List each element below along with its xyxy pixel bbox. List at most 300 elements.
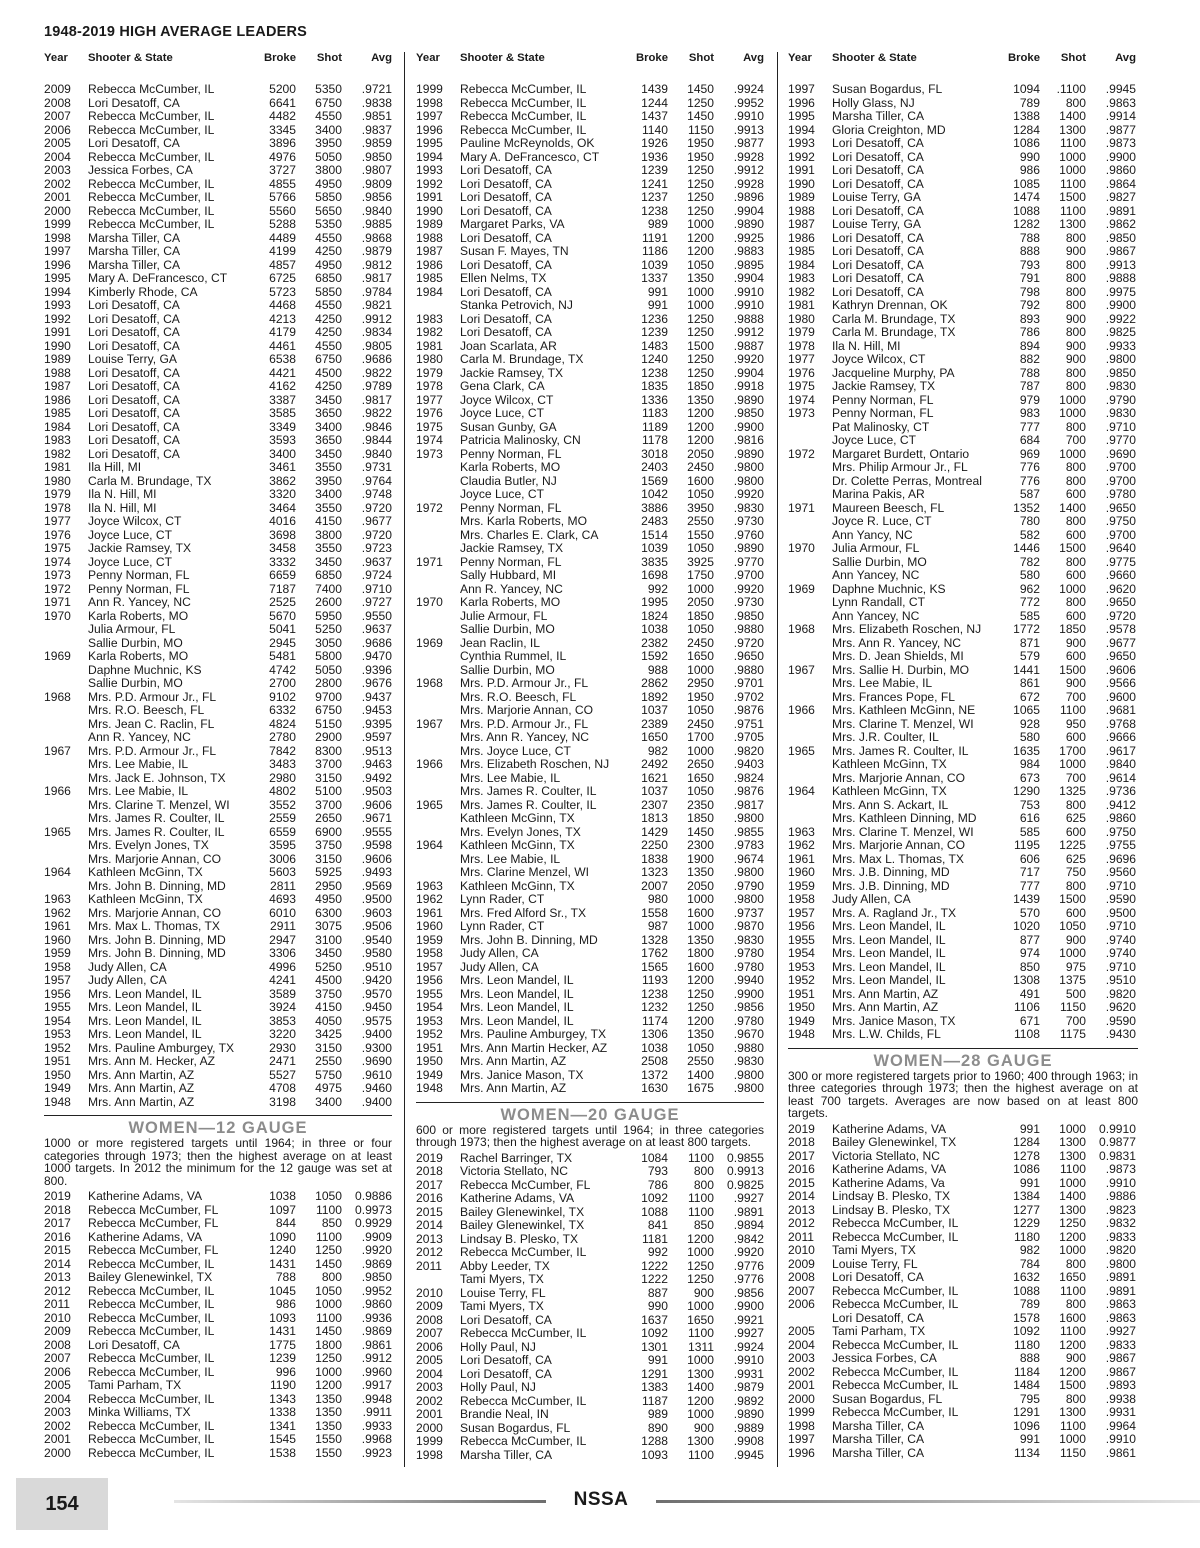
year-cell: 1987 xyxy=(788,217,815,231)
broke-cell: 616 xyxy=(1019,811,1040,825)
year-cell: 2019 xyxy=(44,1189,71,1203)
avg-cell: .9838 xyxy=(361,95,392,110)
avg-cell: .9952 xyxy=(361,1283,392,1298)
broke-cell: 991 xyxy=(1019,1121,1040,1136)
broke-cell: 3593 xyxy=(269,433,296,447)
shot-cell: 1950 xyxy=(687,136,714,150)
shot-cell: 1400 xyxy=(1059,500,1086,515)
table-row xyxy=(416,218,764,232)
shooter-cell: Jacqueline Murphy, PA xyxy=(832,366,955,380)
avg-cell: .9510 xyxy=(361,959,392,974)
broke-cell: 784 xyxy=(1019,1256,1040,1271)
table-row xyxy=(788,502,1138,516)
year-cell: 1991 xyxy=(788,163,815,177)
avg-cell: .9850 xyxy=(733,406,764,420)
avg-cell: .9768 xyxy=(1105,716,1136,731)
avg-cell: .9968 xyxy=(361,1432,392,1446)
broke-cell: 1086 xyxy=(1013,1162,1040,1176)
table-row xyxy=(788,758,1138,772)
shooter-cell: Louise Terry, GA xyxy=(832,191,921,204)
avg-cell: .9674 xyxy=(733,851,764,866)
shooter-cell: Lori Desatoff, CA xyxy=(88,312,180,326)
table-row xyxy=(416,853,764,867)
shooter-cell: Mrs. Lee Mabie, IL xyxy=(88,785,189,798)
broke-cell: 992 xyxy=(647,581,668,596)
year-cell: 2003 xyxy=(788,1351,815,1365)
shooter-cell: Sallie Durbin, MO xyxy=(460,663,555,677)
broke-cell: 5670 xyxy=(269,608,296,623)
shot-cell: 900 xyxy=(1065,244,1086,258)
avg-cell: .9880 xyxy=(733,662,764,677)
avg-cell: .9912 xyxy=(733,163,764,177)
broke-cell: 992 xyxy=(647,1245,668,1259)
shooter-cell: Dr. Colette Perras, Montreal xyxy=(832,474,982,488)
broke-cell: 3320 xyxy=(269,487,296,501)
avg-cell: .9784 xyxy=(361,284,392,299)
year-cell: 1987 xyxy=(44,379,71,393)
table-row xyxy=(788,124,1138,138)
broke-cell: 3483 xyxy=(269,757,296,771)
year-cell: 1978 xyxy=(788,338,815,353)
broke-cell: 1383 xyxy=(641,1380,668,1394)
broke-cell: 570 xyxy=(1019,905,1040,920)
avg-cell: .9910 xyxy=(1105,1175,1136,1190)
shot-cell: 1450 xyxy=(315,1256,342,1271)
year-cell: 1999 xyxy=(416,1434,443,1448)
shot-cell: 1000 xyxy=(687,1245,714,1259)
column-1 xyxy=(44,50,392,1460)
broke-cell: 882 xyxy=(1019,352,1040,366)
avg-cell: .9570 xyxy=(361,986,392,1001)
table-row xyxy=(788,1244,1138,1258)
broke-cell: 579 xyxy=(1019,649,1040,663)
year-cell: 1983 xyxy=(416,311,443,326)
table-row xyxy=(788,623,1138,637)
year-cell: 2009 xyxy=(44,82,71,96)
avg-cell: .9560 xyxy=(1105,865,1136,879)
broke-cell: 4802 xyxy=(269,784,296,798)
avg-cell: .9500 xyxy=(361,892,392,906)
year-cell: 2011 xyxy=(788,1229,815,1244)
broke-cell: 1088 xyxy=(641,1204,668,1219)
shooter-cell: Cynthia Rummel, IL xyxy=(460,650,567,663)
avg-cell: .9780 xyxy=(1105,487,1136,501)
year-cell xyxy=(788,677,832,691)
year-cell xyxy=(416,650,460,664)
table-row xyxy=(788,704,1138,718)
broke-cell: 2947 xyxy=(269,932,296,947)
broke-cell: 1936 xyxy=(641,149,668,164)
shot-cell: 1200 xyxy=(687,419,714,434)
header-gap xyxy=(788,66,1138,83)
avg-cell: .9964 xyxy=(1105,1418,1136,1433)
shot-cell: 1400 xyxy=(1059,109,1086,123)
broke-cell: 1630 xyxy=(641,1081,668,1095)
broke-cell: 776 xyxy=(1019,473,1040,488)
table-row xyxy=(416,529,764,543)
avg-cell: .9606 xyxy=(361,797,392,812)
shot-cell: 800 xyxy=(1065,878,1086,893)
shooter-cell: Joan Scarlata, AR xyxy=(460,339,557,353)
table-row xyxy=(44,97,392,111)
broke-cell: 990 xyxy=(647,1299,668,1313)
shot-cell: 625 xyxy=(1065,851,1086,866)
table-row xyxy=(416,731,764,745)
shooter-cell: Penny Norman, FL xyxy=(832,407,934,420)
shot-cell: 1250 xyxy=(687,95,714,110)
broke-cell: 1441 xyxy=(1013,662,1040,677)
broke-cell: 1174 xyxy=(641,1013,668,1028)
table-row xyxy=(416,623,764,637)
shot-cell: 3550 xyxy=(315,541,342,555)
avg-cell: .9721 xyxy=(361,82,392,96)
shooter-cell: Mrs. Pauline Amburgey, TX xyxy=(88,1041,235,1055)
shot-cell: 1050 xyxy=(687,257,714,272)
table-row xyxy=(788,151,1138,165)
shot-cell: 800 xyxy=(1065,1297,1086,1311)
year-cell: 2008 xyxy=(788,1270,815,1284)
avg-cell: .9740 xyxy=(1105,946,1136,960)
shooter-cell: Lori Desatoff, CA xyxy=(88,393,180,407)
shot-cell: 3400 xyxy=(315,1094,342,1109)
shot-cell: 2350 xyxy=(687,797,714,812)
table-row xyxy=(788,1231,1138,1245)
shooter-cell: Lori Desatoff, CA xyxy=(88,420,180,434)
broke-cell: 4016 xyxy=(269,514,296,528)
shooter-cell: Marsha Tiller, CA xyxy=(832,1419,925,1433)
shooter-cell: Gena Clark, CA xyxy=(460,380,545,393)
broke-cell: 982 xyxy=(1019,1243,1040,1257)
table-row xyxy=(416,947,764,961)
broke-cell: 1181 xyxy=(641,1231,668,1246)
avg-cell: .9710 xyxy=(1105,959,1136,974)
year-cell: 1973 xyxy=(788,406,815,420)
shooter-cell: Rebecca McCumber, IL xyxy=(460,1327,587,1340)
table-row xyxy=(416,691,764,705)
shot-cell: 1200 xyxy=(1059,1364,1086,1379)
broke-cell: 1038 xyxy=(641,1040,668,1055)
table-row xyxy=(416,97,764,111)
avg-cell: .9820 xyxy=(1105,986,1136,1001)
table-row xyxy=(788,326,1138,340)
shooter-cell: Mrs. Kathleen Dinning, MD xyxy=(832,812,977,825)
year-cell xyxy=(416,731,460,745)
avg-cell: .9933 xyxy=(1105,338,1136,353)
table-row xyxy=(416,1165,764,1179)
table-row xyxy=(416,1001,764,1015)
year-cell: 1966 xyxy=(416,757,443,771)
shot-cell: 1050 xyxy=(687,541,714,555)
table-row xyxy=(44,164,392,178)
shooter-cell: Joyce Wilcox, CT xyxy=(88,515,182,528)
shooter-cell: Mrs. Marjorie Annan, CO xyxy=(88,852,222,866)
year-cell: 1958 xyxy=(788,892,815,906)
avg-cell: .9430 xyxy=(1105,1027,1136,1041)
avg-cell: .9933 xyxy=(361,1418,392,1433)
shooter-cell: Ann Yancy, NC xyxy=(832,528,913,542)
table-row xyxy=(44,1298,392,1312)
broke-cell: 986 xyxy=(275,1297,296,1311)
shooter-cell: Penny Norman, FL xyxy=(460,555,562,569)
shooter-cell: Lori Desatoff, CA xyxy=(460,191,552,204)
broke-cell: 1650 xyxy=(641,730,668,744)
table-row xyxy=(44,758,392,772)
shot-cell: 1050 xyxy=(315,1283,342,1298)
year-cell xyxy=(416,1273,460,1287)
shooter-cell: Rebecca McCumber, IL xyxy=(88,1433,215,1446)
table-row xyxy=(788,542,1138,556)
table-row xyxy=(788,97,1138,111)
broke-cell: 6641 xyxy=(269,95,296,110)
year-cell: 1957 xyxy=(44,973,71,987)
shot-cell: 2900 xyxy=(315,730,342,744)
broke-cell: 1338 xyxy=(269,1405,296,1419)
shooter-cell: Mrs. J.R. Coulter, IL xyxy=(832,731,939,744)
year-cell: 1948 xyxy=(788,1027,815,1041)
broke-cell: 1039 xyxy=(641,257,668,272)
shot-cell: 1150 xyxy=(687,122,714,137)
year-cell: 1989 xyxy=(416,217,443,231)
year-cell: 1992 xyxy=(44,311,71,326)
shooter-cell: Lori Desatoff, CA xyxy=(832,258,924,272)
shot-cell: 1100 xyxy=(687,1150,714,1165)
shot-cell: 8300 xyxy=(315,743,342,758)
shot-cell: 2050 xyxy=(687,878,714,893)
shot-cell: 800 xyxy=(693,1164,714,1178)
table-row xyxy=(416,839,764,853)
avg-cell: .9500 xyxy=(1105,905,1136,920)
shooter-cell: Mrs. P.D. Armour Jr., FL xyxy=(460,717,589,731)
avg-cell: .9842 xyxy=(733,1231,764,1246)
year-cell: 1978 xyxy=(44,500,71,515)
year-cell xyxy=(788,529,832,543)
avg-cell: .9700 xyxy=(733,568,764,582)
shooter-cell: Rebecca McCumber, IL xyxy=(832,1217,959,1230)
avg-cell: .9720 xyxy=(361,500,392,515)
shooter-cell: Jackie Ramsey, TX xyxy=(460,366,564,380)
avg-cell: .9890 xyxy=(733,541,764,555)
shot-cell: 1100 xyxy=(1059,1324,1086,1338)
broke-cell: 3727 xyxy=(269,163,296,177)
table-row xyxy=(44,502,392,516)
avg-cell: .9909 xyxy=(361,1229,392,1244)
year-cell: 1962 xyxy=(44,905,71,920)
year-cell: 1977 xyxy=(788,352,815,366)
shot-cell: 1100 xyxy=(687,1204,714,1219)
avg-cell: .9840 xyxy=(361,446,392,461)
shot-cell: 1250 xyxy=(1059,1216,1086,1230)
shooter-cell: Mrs. Jean C. Raclin, FL xyxy=(88,717,215,731)
table-row xyxy=(416,1287,764,1301)
year-cell: 1977 xyxy=(44,514,71,528)
shooter-cell: Rebecca McCumber, IL xyxy=(88,83,215,96)
table-row xyxy=(44,272,392,286)
shot-cell: 1225 xyxy=(1059,838,1086,852)
shot-cell: 1250 xyxy=(687,352,714,366)
avg-cell: .9863 xyxy=(1105,1310,1136,1325)
avg-cell: .9807 xyxy=(361,163,392,177)
year-cell xyxy=(788,515,832,529)
shooter-cell: Mrs. Ann Martin, AZ xyxy=(88,1082,195,1095)
table-row xyxy=(788,947,1138,961)
page-number: 154 xyxy=(16,1478,108,1530)
broke-cell: 1431 xyxy=(269,1324,296,1338)
shooter-cell: Lori Desatoff, CA xyxy=(460,231,552,245)
table-row xyxy=(44,191,392,205)
shot-cell: 6750 xyxy=(315,95,342,110)
broke-cell: 3886 xyxy=(641,500,668,515)
avg-cell: .9700 xyxy=(1105,527,1136,542)
broke-cell: 2700 xyxy=(269,676,296,690)
broke-cell: 7842 xyxy=(269,743,296,758)
avg-cell: .9840 xyxy=(1105,757,1136,771)
table-row xyxy=(44,1258,392,1272)
shot-cell: 3400 xyxy=(315,487,342,501)
broke-cell: 3589 xyxy=(269,986,296,1001)
table-row xyxy=(44,650,392,664)
avg-cell: .9453 xyxy=(361,703,392,717)
shooter-cell: Mrs. Leon Mandel, IL xyxy=(88,1001,202,1014)
shot-cell: 1200 xyxy=(687,1393,714,1408)
table-row xyxy=(416,475,764,489)
avg-cell: .9861 xyxy=(1105,1445,1136,1460)
broke-cell: 1088 xyxy=(1013,203,1040,218)
shot-cell: 3450 xyxy=(315,446,342,461)
table-row xyxy=(788,974,1138,988)
table-row xyxy=(44,812,392,826)
shooter-cell: Rebecca McCumber, FL xyxy=(88,1203,219,1217)
shooter-cell: Rebecca McCumber, IL xyxy=(460,96,587,110)
shooter-cell: Lynn Randall, CT xyxy=(832,596,925,609)
avg-cell: .9396 xyxy=(361,662,392,677)
broke-cell: 792 xyxy=(1019,298,1040,312)
year-cell: 1981 xyxy=(788,298,815,312)
avg-cell: .9710 xyxy=(1105,878,1136,893)
year-cell: 2010 xyxy=(788,1243,815,1257)
broke-cell: 1698 xyxy=(641,568,668,582)
table-row xyxy=(44,826,392,840)
shooter-cell: Mrs. Jack E. Johnson, TX xyxy=(88,771,226,785)
table-row xyxy=(788,1312,1138,1326)
shooter-cell: Bailey Glenewinkel, TX xyxy=(460,1219,585,1232)
shot-cell: 800 xyxy=(1065,379,1086,393)
shooter-cell: Rebecca McCumber, IL xyxy=(88,1419,215,1433)
shooter-cell: Lynn Rader, CT xyxy=(460,920,545,933)
table-row xyxy=(788,745,1138,759)
avg-cell: .9863 xyxy=(1105,1297,1136,1311)
shot-cell: 700 xyxy=(1065,689,1086,704)
table-row xyxy=(788,1447,1138,1461)
broke-cell: 894 xyxy=(1019,338,1040,353)
table-row xyxy=(416,1273,764,1287)
shot-cell: 1000 xyxy=(1059,406,1086,420)
broke-cell: 789 xyxy=(1019,95,1040,110)
shot-cell: 900 xyxy=(693,1420,714,1435)
table-row xyxy=(416,880,764,894)
shot-cell: 1400 xyxy=(687,1067,714,1082)
shot-cell: 2550 xyxy=(315,1054,342,1068)
avg-cell: .9912 xyxy=(733,325,764,339)
avg-cell: .9856 xyxy=(733,1285,764,1300)
shot-cell: 800 xyxy=(321,1270,342,1284)
avg-cell: .9823 xyxy=(1105,1202,1136,1217)
broke-cell: 4855 xyxy=(269,176,296,191)
shooter-cell: Mrs. Ann Martin, AZ xyxy=(460,1082,567,1095)
shooter-cell: Judy Allen, CA xyxy=(832,893,911,906)
shooter-cell: Sallie Durbin, MO xyxy=(832,555,927,569)
table-row xyxy=(788,799,1138,813)
table-row xyxy=(416,542,764,556)
year-cell: 2001 xyxy=(44,1432,71,1446)
shooter-cell: Margaret Burdett, Ontario xyxy=(832,447,970,461)
year-cell: 2007 xyxy=(788,1283,815,1298)
shooter-cell: Mrs. John B. Dinning, MD xyxy=(88,879,226,893)
shot-cell: 3950 xyxy=(687,500,714,515)
shooter-cell: Ila N. Hill, MI xyxy=(88,501,157,515)
year-cell xyxy=(44,839,88,853)
shot-cell: 600 xyxy=(1065,487,1086,501)
table-row xyxy=(788,569,1138,583)
avg-cell: 0.9825 xyxy=(727,1177,764,1192)
table-row xyxy=(44,988,392,1002)
shot-cell: 3150 xyxy=(315,770,342,785)
shot-cell: 1100 xyxy=(1059,176,1086,191)
broke-cell: 841 xyxy=(647,1218,668,1232)
table-row xyxy=(788,718,1138,732)
shot-cell: 1200 xyxy=(687,973,714,987)
year-cell: 2007 xyxy=(44,109,71,123)
table-row xyxy=(416,1395,764,1409)
broke-cell: 1384 xyxy=(1013,1189,1040,1203)
broke-cell: 3006 xyxy=(269,851,296,866)
shot-cell: 4975 xyxy=(315,1081,342,1095)
shot-cell: 1500 xyxy=(1059,662,1086,677)
shooter-cell: Louise Terry, GA xyxy=(88,353,177,366)
broke-cell: 887 xyxy=(647,1285,668,1300)
shot-cell: 1675 xyxy=(687,1081,714,1095)
avg-cell: .9924 xyxy=(733,82,764,96)
avg-cell: .9780 xyxy=(733,959,764,974)
avg-cell: .9800 xyxy=(733,865,764,879)
shot-cell: 3550 xyxy=(315,500,342,515)
year-cell: 1967 xyxy=(788,662,815,677)
shot-cell: 1100 xyxy=(687,1447,714,1462)
broke-cell: 3896 xyxy=(269,136,296,150)
avg-cell: .9650 xyxy=(733,649,764,663)
avg-cell: .9917 xyxy=(361,1378,392,1392)
shooter-cell: Rebecca McCumber, IL xyxy=(88,1311,215,1325)
table-row xyxy=(788,259,1138,273)
shot-cell: 1200 xyxy=(1059,1229,1086,1244)
shooter-cell: Lori Desatoff, CA xyxy=(88,434,180,447)
shooter-cell: Mrs. Clarine T. Menzel, WI xyxy=(832,717,974,731)
year-cell: 1996 xyxy=(44,257,71,272)
shooter-cell: Rebecca McCumber, IL xyxy=(832,1406,959,1419)
broke-cell: 1037 xyxy=(641,703,668,717)
table-row xyxy=(44,1420,392,1434)
avg-cell: .9764 xyxy=(361,473,392,488)
broke-cell: 2382 xyxy=(641,635,668,650)
table-row xyxy=(44,1190,392,1204)
shooter-cell: Kathleen McGinn, TX xyxy=(460,839,575,852)
table-row xyxy=(44,1312,392,1326)
year-cell: 2001 xyxy=(44,190,71,204)
shot-cell: 1300 xyxy=(1059,122,1086,137)
year-cell: 1979 xyxy=(788,325,815,339)
shooter-cell: Tami Myers, TX xyxy=(460,1273,544,1286)
shot-cell: 625 xyxy=(1065,811,1086,825)
broke-cell: 1284 xyxy=(1013,122,1040,137)
